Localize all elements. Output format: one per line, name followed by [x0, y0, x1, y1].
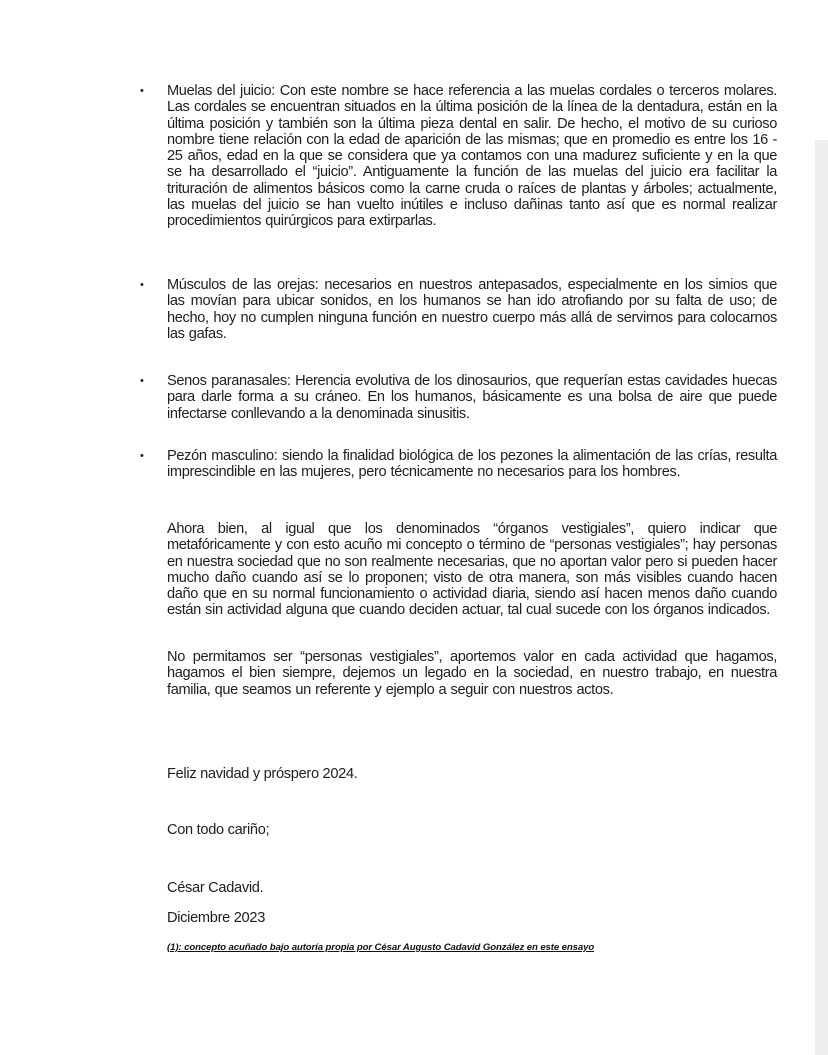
bullet-text: Muelas del juicio: Con este nombre se hace referencia a las muelas cordales o terceros molares. Las cordales se encuentran situados en la última posición de la línea de la dentadura, están en la última posición y también son la última pieza dental en salir. De hecho, el motivo de su curioso nombre tiene relación con la edad de aparición de las mismas; que en promedio es entre los 16 - 25 años, edad en la que se considera que ya contamos con una madurez suficiente y en la que se ha desarrollado el “juicio”. Antiguamente la función de las muelas del juicio era facilitar la trituración de alimentos básicos como la carne cruda o raíces de plantas y árboles; actualmente, las muelas del juicio se han vuelto inútiles e incluso dañinas tanto así que es normal realizar procedimientos quirúrgicos para extirparlas. — [167, 83, 777, 230]
closing-greeting: Feliz navidad y próspero 2024. — [167, 766, 358, 782]
bullet-icon: • — [140, 279, 144, 291]
bullet-text: Pezón masculino: siendo la finalidad biológica de los pezones la alimentación de las crías, resulta imprescindible en las mujeres, pero técnicamente no necesarios para los hombres. — [167, 448, 777, 481]
body-paragraph: No permitamos ser “personas vestigiales”, aportemos valor en cada actividad que hagamos, hagamos el bien siempre, dejemos un legado en la sociedad, en nuestro trabajo, en nuestra familia, que seamos un referente y ejemplo a seguir con nuestros actos. — [167, 649, 777, 698]
bullet-item — [140, 373, 777, 422]
closing-regards: Con todo cariño; — [167, 822, 270, 838]
body-paragraph: Ahora bien, al igual que los denominados “órganos vestigiales”, quiero indicar que metafóricamente y con esto acuño mi concepto o término de “personas vestigiales”; hay personas en nuestra sociedad que no son realmente necesarias, que no aportan valor pero si pueden hacer mucho daño cuando así se lo proponen; visto de otra manera, son más visibles cuando hacen daño que en su normal funcionamiento o actividad diaria, siendo así hacen menos daño cuando están sin actividad alguna que cuando deciden actuar, tal cual sucede con los órganos indicados. — [167, 521, 777, 619]
bullet-icon: • — [140, 375, 144, 387]
footnote: (1): concepto acuñado bajo autoría propia por César Augusto Cadavid González en este ensayo — [167, 942, 595, 953]
signature-date: Diciembre 2023 — [167, 910, 266, 926]
signature-name: César Cadavid. — [167, 880, 264, 896]
bullet-item — [140, 277, 777, 342]
bullet-text: Músculos de las orejas: necesarios en nuestros antepasados, especialmente en los simios que las movían para ubicar sonidos, en los humanos se han ido atrofiando por su falta de uso; de hecho, hoy no cumplen ninguna función en nuestro cuerpo más allá de servirnos para colocarnos las gafas. — [167, 277, 777, 342]
bullet-icon: • — [140, 85, 144, 97]
bullet-item — [140, 83, 777, 230]
bullet-item — [140, 448, 777, 481]
bullet-text: Senos paranasales: Herencia evolutiva de los dinosaurios, que requerían estas cavidades huecas para darle forma a su cráneo. En los humanos, básicamente es una bolsa de aire que puede infectarse conllevando a la denominada sinusitis. — [167, 373, 777, 422]
page-edge-shadow — [815, 140, 828, 1055]
bullet-icon: • — [140, 450, 144, 462]
